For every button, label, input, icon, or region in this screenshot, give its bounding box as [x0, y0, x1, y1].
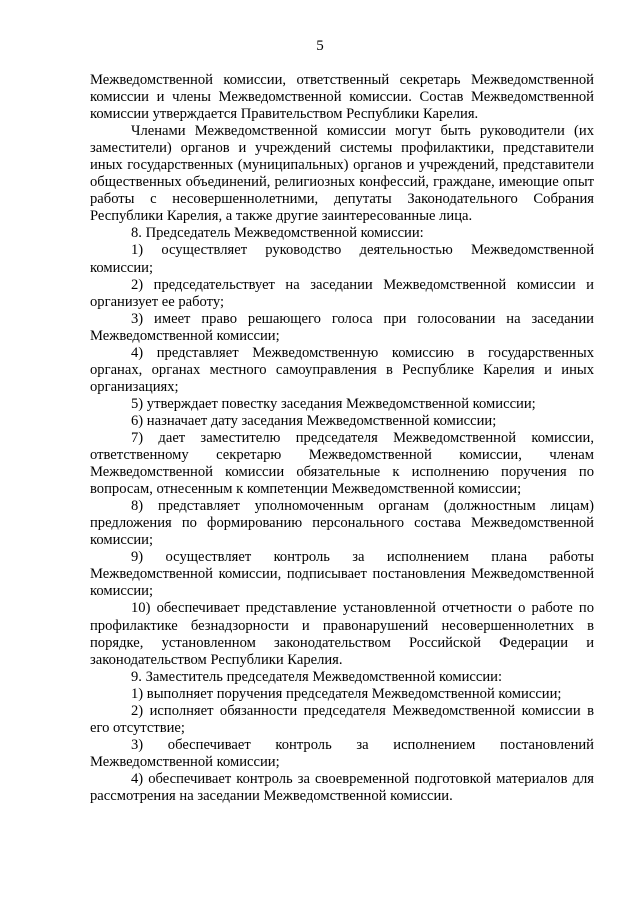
paragraph: Членами Межведомственной комиссии могут быть руководители (их заместители) органов и учреждений системы профилактики, представители иных государственных (муниципальных) органов и учреждений, представители общественных объединений, религиозных конфессий, граждане, имеющие опыт работы с несовершеннолетними, депутаты Законодательного Собрания Республики Карелия, а также другие заинтересованные лица.	[90, 123, 594, 225]
list-item: 4) представляет Межведомственную комиссию в государственных органах, органах местного самоуправления в Республике Карелия и иных организациях;	[90, 344, 594, 395]
list-item: 1) осуществляет руководство деятельностью Межведомственной комиссии;	[90, 242, 594, 276]
page-number: 5	[316, 38, 324, 54]
list-item: 8) представляет уполномоченным органам (должностным лицам) предложения по формированию персонального состава Межведомственной комиссии;	[90, 498, 594, 549]
list-item: 3) имеет право решающего голоса при голосовании на заседании Межведомственной комиссии;	[90, 310, 594, 344]
list-item: 5) утверждает повестку заседания Межведомственной комиссии;	[131, 395, 536, 412]
list-item: 4) обеспечивает контроль за своевременной подготовкой материалов для рассмотрения на заседании Межведомственной комиссии.	[90, 770, 594, 804]
list-item: 2) председательствует на заседании Межведомственной комиссии и организует ее работу;	[90, 276, 594, 310]
list-item: 6) назначает дату заседания Межведомственной комиссии;	[131, 412, 497, 429]
paragraph: Межведомственной комиссии, ответственный секретарь Межведомственной комиссии и члены Межведомственной комиссии. Состав Межведомственной комиссии утверждается Правительством Республики Карелия.	[90, 72, 594, 123]
list-item: 10) обеспечивает представление установленной отчетности о работе по профилактике безнадзорности и правонарушений несовершеннолетних в порядке, установленном законодательством Российской Федерации и законодательством Республики Карелия.	[90, 600, 594, 668]
section-heading: 9. Заместитель председателя Межведомственной комиссии:	[131, 668, 503, 685]
section-heading: 8. Председатель Межведомственной комиссии:	[131, 225, 424, 242]
list-item: 9) осуществляет контроль за исполнением плана работы Межведомственной комиссии, подписывает постановления Межведомственной комиссии;	[90, 549, 594, 600]
list-item: 2) исполняет обязанности председателя Межведомственной комиссии в его отсутствие;	[90, 702, 594, 736]
list-item: 3) обеспечивает контроль за исполнением постановлений Межведомственной комиссии;	[90, 736, 594, 770]
list-item: 1) выполняет поручения председателя Межведомственной комиссии;	[131, 685, 562, 702]
document-body	[90, 72, 594, 805]
list-item: 7) дает заместителю председателя Межведомственной комиссии, ответственному секретарю Межведомственной комиссии, членам Межведомственной комиссии обязательные к исполнению поручения по вопросам, отнесенным к компетенции Межведомственной комиссии;	[90, 429, 594, 498]
